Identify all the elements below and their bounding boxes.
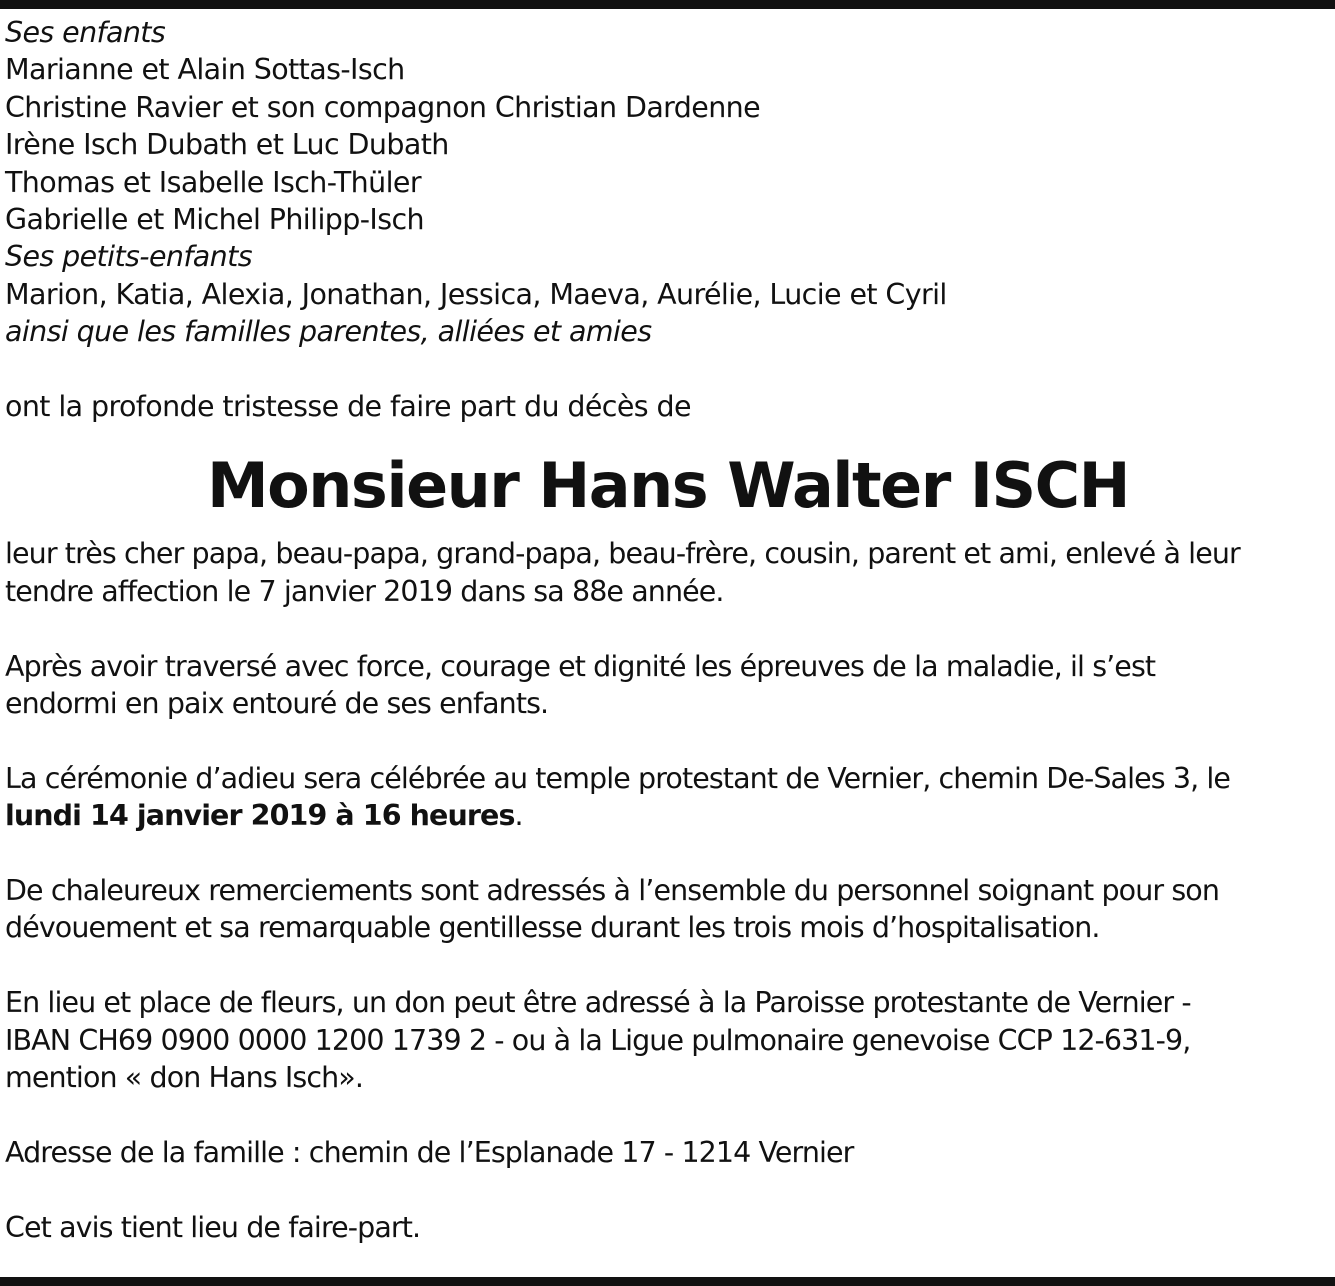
announcement-line: ont la profonde tristesse de faire part du décès de xyxy=(5,390,691,424)
deceased-name: Monsieur Hans Walter ISCH xyxy=(206,449,1130,523)
paragraph-donation xyxy=(5,984,1331,1096)
child-entry: Irène Isch Dubath et Luc Dubath xyxy=(5,128,449,162)
ceremony-date-line xyxy=(5,797,1331,834)
paragraph-tribute xyxy=(5,535,1331,610)
ceremony-date-end: . xyxy=(514,799,523,833)
paragraph-line: Adresse de la famille : chemin de l’Esplanade 17 - 1214 Vernier xyxy=(5,1135,854,1169)
paragraph-line: Cet avis tient lieu de faire-part. xyxy=(5,1210,421,1244)
paragraph-line: IBAN CH69 0900 0000 1200 1739 2 - ou à la Ligue pulmonaire genevoise CCP 12-631-9, xyxy=(5,1023,1191,1057)
paragraph-line: endormi en paix entouré de ses enfants. xyxy=(5,687,549,721)
paragraph-line: La cérémonie d’adieu sera célébrée au temple protestant de Vernier, chemin De-Sales 3, le xyxy=(5,761,1231,795)
paragraph-line: leur très cher papa, beau-papa, grand-papa, beau-frère, cousin, parent et ami, enlevé à leur xyxy=(5,537,1240,571)
paragraph-line: dévouement et sa remarquable gentillesse durant les trois mois d’hospitalisation. xyxy=(5,911,1100,945)
paragraph-line: mention « don Hans Isch». xyxy=(5,1061,364,1095)
family-list xyxy=(5,14,1331,351)
paragraph-line: De chaleureux remerciements sont adressés à l’ensemble du personnel soignant pour son xyxy=(5,874,1220,908)
paragraph-illness xyxy=(5,648,1331,723)
paragraph-address xyxy=(5,1134,1331,1171)
top-rule xyxy=(0,0,1335,9)
child-entry: Christine Ravier et son compagnon Christian Dardenne xyxy=(5,90,761,124)
paragraph-line: Après avoir traversé avec force, courage et dignité les épreuves de la maladie, il s’est xyxy=(5,649,1156,683)
child-entry: Thomas et Isabelle Isch-Thüler xyxy=(5,165,421,199)
child-entry: Gabrielle et Michel Philipp-Isch xyxy=(5,203,425,237)
grandchildren-heading: Ses petits-enfants xyxy=(5,240,252,274)
ceremony-date: lundi 14 janvier 2019 à 16 heures xyxy=(5,799,515,833)
paragraph-closing xyxy=(5,1209,1331,1246)
paragraph-line: En lieu et place de fleurs, un don peut être adressé à la Paroisse protestante de Vernier - xyxy=(5,986,1191,1020)
obituary-notice xyxy=(5,14,1331,1246)
children-heading: Ses enfants xyxy=(5,16,166,49)
paragraph-line: tendre affection le 7 janvier 2019 dans sa 88e année. xyxy=(5,574,724,608)
paragraph-ceremony xyxy=(5,760,1331,835)
grandchildren-names: Marion, Katia, Alexia, Jonathan, Jessica, Maeva, Aurélie, Lucie et Cyril xyxy=(5,277,947,311)
extended-family: ainsi que les familles parentes, alliées et amies xyxy=(5,315,652,349)
paragraph-thanks xyxy=(5,872,1331,947)
child-entry: Marianne et Alain Sottas-Isch xyxy=(5,53,405,87)
bottom-rule xyxy=(0,1277,1335,1286)
